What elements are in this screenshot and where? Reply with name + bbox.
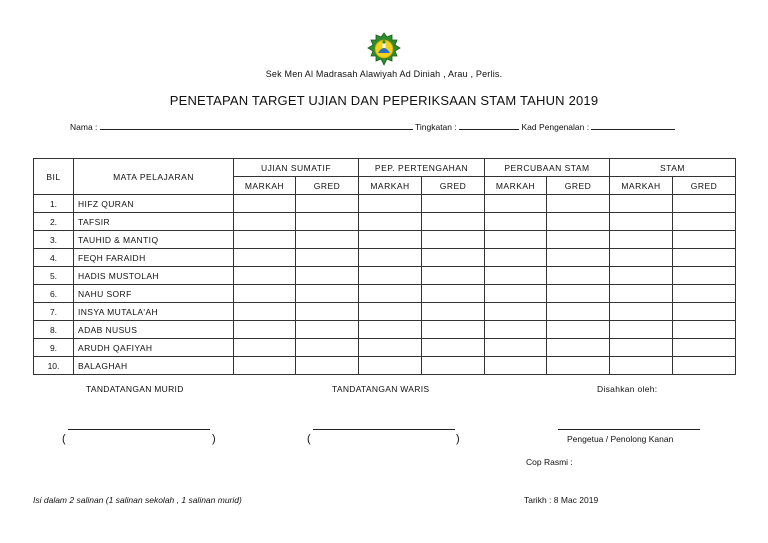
gred-cell[interactable]: [673, 321, 736, 339]
gred-cell[interactable]: [673, 249, 736, 267]
gred-cell[interactable]: [673, 285, 736, 303]
table-row: [34, 339, 736, 357]
gred-cell[interactable]: [673, 339, 736, 357]
table-row: [34, 231, 736, 249]
markah-cell[interactable]: [359, 339, 422, 357]
gred-cell[interactable]: [547, 267, 610, 285]
markah-cell[interactable]: [610, 267, 673, 285]
subject-name: ADAB NUSUS: [74, 321, 234, 339]
sub-markah-header: MARKAH: [485, 177, 547, 195]
tingkatan-field[interactable]: [459, 121, 519, 130]
kad-pengenalan-label: Kad Pengenalan :: [521, 122, 590, 132]
markah-cell[interactable]: [234, 267, 296, 285]
gred-cell[interactable]: [673, 195, 736, 213]
row-number: 5.: [34, 267, 74, 285]
row-number: 1.: [34, 195, 74, 213]
row-number: 2.: [34, 213, 74, 231]
gred-cell[interactable]: [422, 213, 485, 231]
subject-name: BALAGHAH: [74, 357, 234, 375]
col-bil-header: BIL: [34, 159, 74, 195]
gred-cell[interactable]: [422, 339, 485, 357]
table-row: [34, 195, 736, 213]
gred-cell[interactable]: [296, 285, 359, 303]
subject-name: TAFSIR: [74, 213, 234, 231]
markah-cell[interactable]: [359, 195, 422, 213]
gred-cell[interactable]: [673, 303, 736, 321]
markah-cell[interactable]: [359, 303, 422, 321]
markah-cell[interactable]: [610, 339, 673, 357]
gred-cell[interactable]: [422, 285, 485, 303]
markah-cell[interactable]: [485, 249, 547, 267]
gred-cell[interactable]: [673, 231, 736, 249]
group-ujian-sumatif: UJIAN SUMATIF: [234, 159, 359, 177]
gred-cell[interactable]: [547, 195, 610, 213]
markah-cell[interactable]: [485, 213, 547, 231]
row-number: 8.: [34, 321, 74, 339]
disahkan-label: Disahkan oleh:: [597, 384, 658, 394]
gred-cell[interactable]: [547, 249, 610, 267]
sub-gred-header: GRED: [422, 177, 485, 195]
sub-markah-header: MARKAH: [359, 177, 422, 195]
markah-cell[interactable]: [610, 303, 673, 321]
page-title: PENETAPAN TARGET UJIAN DAN PEPERIKSAAN STAM TAHUN 2019: [169, 93, 599, 108]
gred-cell[interactable]: [547, 321, 610, 339]
markah-cell[interactable]: [359, 249, 422, 267]
gred-cell[interactable]: [547, 357, 610, 375]
markah-cell[interactable]: [234, 213, 296, 231]
tarikh-line: [524, 495, 598, 505]
gred-cell[interactable]: [422, 357, 485, 375]
subject-name: NAHU SORF: [74, 285, 234, 303]
markah-cell[interactable]: [359, 285, 422, 303]
gred-cell[interactable]: [422, 195, 485, 213]
pengetua-label: Pengetua / Penolong Kanan: [567, 434, 674, 444]
tarikh-label: Tarikh :: [524, 495, 552, 505]
row-number: 6.: [34, 285, 74, 303]
school-crest-icon: [367, 32, 401, 66]
sub-gred-header: GRED: [547, 177, 610, 195]
markah-cell[interactable]: [485, 231, 547, 249]
school-name: Sek Men Al Madrasah Alawiyah Ad Diniah , Arau , Perlis.: [265, 69, 503, 79]
gred-cell[interactable]: [296, 339, 359, 357]
tandatangan-murid-label: TANDATANGAN MURID: [86, 384, 184, 394]
tingkatan-label: Tingkatan :: [415, 122, 457, 132]
markah-cell[interactable]: [234, 231, 296, 249]
markah-cell[interactable]: [485, 195, 547, 213]
table-row: [34, 321, 736, 339]
subject-name: INSYA MUTALA'AH: [74, 303, 234, 321]
subject-name: FEQH FARAIDH: [74, 249, 234, 267]
sub-gred-header: GRED: [296, 177, 359, 195]
markah-cell[interactable]: [234, 303, 296, 321]
gred-cell[interactable]: [296, 303, 359, 321]
gred-cell[interactable]: [422, 231, 485, 249]
gred-cell[interactable]: [296, 195, 359, 213]
markah-cell[interactable]: [485, 285, 547, 303]
gred-cell[interactable]: [547, 339, 610, 357]
table-row: [34, 249, 736, 267]
markah-cell[interactable]: [359, 267, 422, 285]
subject-name: TAUHID & MANTIQ: [74, 231, 234, 249]
gred-cell[interactable]: [673, 357, 736, 375]
murid-paren-close: ): [212, 433, 216, 445]
waris-signature-line[interactable]: [313, 429, 455, 430]
gred-cell[interactable]: [547, 231, 610, 249]
gred-cell[interactable]: [422, 267, 485, 285]
gred-cell[interactable]: [547, 213, 610, 231]
markah-cell[interactable]: [610, 213, 673, 231]
markah-cell[interactable]: [234, 339, 296, 357]
group-stam: STAM: [610, 159, 736, 177]
markah-cell[interactable]: [610, 357, 673, 375]
markah-cell[interactable]: [359, 357, 422, 375]
markah-cell[interactable]: [485, 339, 547, 357]
kad-pengenalan-field[interactable]: [591, 121, 675, 130]
markah-cell[interactable]: [234, 285, 296, 303]
gred-cell[interactable]: [296, 321, 359, 339]
markah-cell[interactable]: [610, 195, 673, 213]
row-number: 9.: [34, 339, 74, 357]
markah-cell[interactable]: [234, 321, 296, 339]
gred-cell[interactable]: [422, 303, 485, 321]
row-number: 3.: [34, 231, 74, 249]
markah-cell[interactable]: [610, 285, 673, 303]
subject-name: HADIS MUSTOLAH: [74, 267, 234, 285]
nama-label: Nama :: [70, 122, 98, 132]
markah-cell[interactable]: [485, 357, 547, 375]
murid-signature-line[interactable]: [68, 429, 210, 430]
gred-cell[interactable]: [547, 285, 610, 303]
row-number: 10.: [34, 357, 74, 375]
waris-paren-open: (: [307, 433, 311, 445]
student-info-line: [70, 121, 675, 132]
markah-cell[interactable]: [234, 195, 296, 213]
copies-note: Isi dalam 2 salinan (1 salinan sekolah , 1 salinan murid): [33, 495, 242, 505]
waris-paren-close: ): [456, 433, 460, 445]
tandatangan-waris-label: TANDATANGAN WARIS: [332, 384, 430, 394]
cop-rasmi-label: Cop Rasmi :: [526, 457, 573, 467]
markah-cell[interactable]: [610, 249, 673, 267]
gred-cell[interactable]: [296, 267, 359, 285]
table-row: [34, 285, 736, 303]
table-row: [34, 267, 736, 285]
pengetua-signature-line[interactable]: [558, 429, 700, 430]
markah-cell[interactable]: [485, 267, 547, 285]
subject-name: HIFZ QURAN: [74, 195, 234, 213]
markah-cell[interactable]: [359, 321, 422, 339]
gred-cell[interactable]: [296, 357, 359, 375]
gred-cell[interactable]: [673, 267, 736, 285]
group-pep-pertengahan: PEP. PERTENGAHAN: [359, 159, 485, 177]
markah-cell[interactable]: [234, 249, 296, 267]
markah-cell[interactable]: [610, 321, 673, 339]
col-subject-header: MATA PELAJARAN: [74, 159, 234, 195]
target-table: [33, 158, 736, 375]
sub-markah-header: MARKAH: [234, 177, 296, 195]
gred-cell[interactable]: [296, 213, 359, 231]
row-number: 7.: [34, 303, 74, 321]
sub-markah-header: MARKAH: [610, 177, 673, 195]
gred-cell[interactable]: [673, 213, 736, 231]
sub-gred-header: GRED: [673, 177, 736, 195]
tarikh-value: 8 Mac 2019: [553, 495, 599, 505]
markah-cell[interactable]: [359, 213, 422, 231]
subject-name: ARUDH QAFIYAH: [74, 339, 234, 357]
markah-cell[interactable]: [485, 303, 547, 321]
table-row: [34, 213, 736, 231]
group-percubaan-stam: PERCUBAAN STAM: [485, 159, 610, 177]
markah-cell[interactable]: [234, 357, 296, 375]
nama-field[interactable]: [100, 121, 413, 130]
gred-cell[interactable]: [422, 249, 485, 267]
murid-paren-open: (: [62, 433, 66, 445]
gred-cell[interactable]: [547, 303, 610, 321]
table-row: [34, 357, 736, 375]
gred-cell[interactable]: [422, 321, 485, 339]
markah-cell[interactable]: [610, 231, 673, 249]
markah-cell[interactable]: [359, 231, 422, 249]
table-row: [34, 303, 736, 321]
gred-cell[interactable]: [296, 231, 359, 249]
row-number: 4.: [34, 249, 74, 267]
gred-cell[interactable]: [296, 249, 359, 267]
markah-cell[interactable]: [485, 321, 547, 339]
